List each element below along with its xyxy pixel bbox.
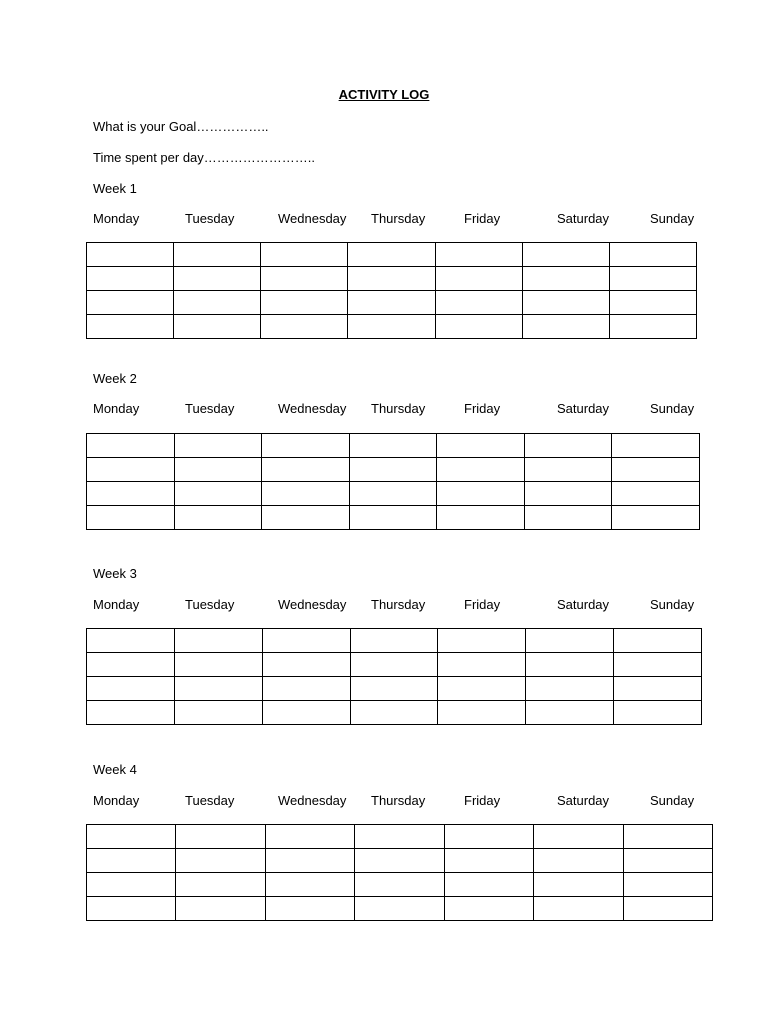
day-sunday: Sunday bbox=[650, 211, 695, 226]
day-saturday: Saturday bbox=[557, 211, 610, 226]
log-cell-thursday[interactable] bbox=[349, 482, 437, 506]
log-cell-friday[interactable] bbox=[435, 315, 522, 339]
log-cell-saturday[interactable] bbox=[524, 506, 612, 530]
log-cell-sunday[interactable] bbox=[609, 267, 696, 291]
log-cell-tuesday[interactable] bbox=[174, 482, 262, 506]
day-monday: Monday bbox=[93, 597, 140, 612]
log-cell-sunday[interactable] bbox=[612, 458, 700, 482]
log-cell-saturday[interactable] bbox=[522, 243, 609, 267]
log-cell-saturday[interactable] bbox=[534, 873, 623, 897]
day-header-row bbox=[0, 211, 768, 229]
log-cell-sunday[interactable] bbox=[614, 701, 702, 725]
table-row bbox=[87, 701, 702, 725]
log-cell-friday[interactable] bbox=[435, 243, 522, 267]
log-cell-wednesday[interactable] bbox=[265, 825, 354, 849]
day-header-row bbox=[0, 401, 768, 419]
day-sunday: Sunday bbox=[650, 793, 695, 808]
log-cell-sunday[interactable] bbox=[623, 897, 712, 921]
table-row bbox=[87, 458, 700, 482]
table-row bbox=[87, 873, 713, 897]
log-cell-saturday[interactable] bbox=[524, 458, 612, 482]
log-cell-tuesday[interactable] bbox=[174, 458, 262, 482]
day-saturday: Saturday bbox=[557, 793, 610, 808]
log-cell-monday[interactable] bbox=[87, 825, 176, 849]
day-friday: Friday bbox=[464, 401, 501, 416]
log-cell-thursday[interactable] bbox=[350, 629, 438, 653]
log-cell-friday[interactable] bbox=[438, 701, 526, 725]
day-tuesday: Tuesday bbox=[185, 793, 235, 808]
log-cell-friday[interactable] bbox=[435, 267, 522, 291]
log-cell-monday[interactable] bbox=[87, 701, 175, 725]
goal-prompt: What is your Goal…………….. bbox=[93, 119, 269, 134]
log-cell-wednesday[interactable] bbox=[262, 677, 350, 701]
log-cell-tuesday[interactable] bbox=[174, 506, 262, 530]
log-cell-thursday[interactable] bbox=[348, 267, 435, 291]
log-cell-thursday[interactable] bbox=[348, 315, 435, 339]
log-cell-tuesday[interactable] bbox=[174, 434, 262, 458]
day-header-row bbox=[0, 597, 768, 615]
log-cell-tuesday[interactable] bbox=[174, 701, 262, 725]
log-cell-tuesday[interactable] bbox=[174, 243, 261, 267]
log-cell-sunday[interactable] bbox=[623, 825, 712, 849]
day-friday: Friday bbox=[464, 211, 501, 226]
log-cell-wednesday[interactable] bbox=[262, 653, 350, 677]
log-cell-tuesday[interactable] bbox=[176, 825, 265, 849]
log-cell-monday[interactable] bbox=[87, 653, 175, 677]
day-thursday: Thursday bbox=[371, 401, 426, 416]
week-label: Week 3 bbox=[93, 566, 137, 581]
table-row bbox=[87, 267, 697, 291]
log-cell-monday[interactable] bbox=[87, 629, 175, 653]
day-wednesday: Wednesday bbox=[278, 793, 347, 808]
log-cell-sunday[interactable] bbox=[614, 677, 702, 701]
week-2-log-table bbox=[86, 433, 700, 530]
log-cell-thursday[interactable] bbox=[350, 701, 438, 725]
log-cell-sunday[interactable] bbox=[612, 434, 700, 458]
log-cell-saturday[interactable] bbox=[534, 825, 623, 849]
log-cell-sunday[interactable] bbox=[612, 506, 700, 530]
log-cell-saturday[interactable] bbox=[534, 897, 623, 921]
log-cell-thursday[interactable] bbox=[355, 897, 444, 921]
log-cell-thursday[interactable] bbox=[355, 849, 444, 873]
log-cell-tuesday[interactable] bbox=[174, 291, 261, 315]
log-cell-sunday[interactable] bbox=[623, 849, 712, 873]
log-cell-monday[interactable] bbox=[87, 291, 174, 315]
day-friday: Friday bbox=[464, 793, 501, 808]
table-row bbox=[87, 291, 697, 315]
log-cell-wednesday[interactable] bbox=[265, 873, 354, 897]
log-cell-saturday[interactable] bbox=[526, 629, 614, 653]
log-cell-wednesday[interactable] bbox=[262, 701, 350, 725]
log-cell-friday[interactable] bbox=[437, 458, 525, 482]
week-1-log-table bbox=[86, 242, 697, 339]
log-cell-wednesday[interactable] bbox=[262, 629, 350, 653]
log-cell-wednesday[interactable] bbox=[262, 434, 350, 458]
log-cell-sunday[interactable] bbox=[614, 653, 702, 677]
table-row bbox=[87, 653, 702, 677]
log-cell-sunday[interactable] bbox=[623, 873, 712, 897]
day-sunday: Sunday bbox=[650, 401, 695, 416]
log-cell-friday[interactable] bbox=[437, 434, 525, 458]
log-cell-saturday[interactable] bbox=[522, 291, 609, 315]
day-saturday: Saturday bbox=[557, 597, 610, 612]
time-spent-prompt: Time spent per day…………………….. bbox=[93, 150, 316, 165]
log-cell-friday[interactable] bbox=[444, 849, 533, 873]
day-wednesday: Wednesday bbox=[278, 211, 347, 226]
log-cell-monday[interactable] bbox=[87, 267, 174, 291]
log-cell-saturday[interactable] bbox=[524, 482, 612, 506]
day-thursday: Thursday bbox=[371, 211, 426, 226]
log-cell-wednesday[interactable] bbox=[262, 458, 350, 482]
day-saturday: Saturday bbox=[557, 401, 610, 416]
log-cell-saturday[interactable] bbox=[522, 267, 609, 291]
log-cell-tuesday[interactable] bbox=[174, 629, 262, 653]
page-title: ACTIVITY LOG bbox=[338, 87, 430, 102]
log-cell-wednesday[interactable] bbox=[261, 243, 348, 267]
table-row bbox=[87, 243, 697, 267]
log-cell-monday[interactable] bbox=[87, 677, 175, 701]
day-header-row bbox=[0, 793, 768, 811]
day-wednesday: Wednesday bbox=[278, 401, 347, 416]
log-cell-thursday[interactable] bbox=[350, 677, 438, 701]
table-row bbox=[87, 677, 702, 701]
log-cell-thursday[interactable] bbox=[355, 825, 444, 849]
log-cell-wednesday[interactable] bbox=[265, 897, 354, 921]
log-cell-sunday[interactable] bbox=[609, 315, 696, 339]
log-cell-thursday[interactable] bbox=[348, 243, 435, 267]
log-cell-saturday[interactable] bbox=[524, 434, 612, 458]
log-cell-friday[interactable] bbox=[444, 873, 533, 897]
day-friday: Friday bbox=[464, 597, 501, 612]
log-cell-wednesday[interactable] bbox=[261, 315, 348, 339]
log-cell-monday[interactable] bbox=[87, 243, 174, 267]
week-label: Week 4 bbox=[93, 762, 137, 777]
log-cell-saturday[interactable] bbox=[526, 677, 614, 701]
log-cell-tuesday[interactable] bbox=[176, 873, 265, 897]
day-thursday: Thursday bbox=[371, 793, 426, 808]
log-cell-thursday[interactable] bbox=[348, 291, 435, 315]
log-cell-tuesday[interactable] bbox=[174, 267, 261, 291]
log-cell-tuesday[interactable] bbox=[174, 315, 261, 339]
table-row bbox=[87, 849, 713, 873]
table-row bbox=[87, 897, 713, 921]
log-cell-monday[interactable] bbox=[87, 873, 176, 897]
log-cell-monday[interactable] bbox=[87, 897, 176, 921]
log-cell-friday[interactable] bbox=[438, 653, 526, 677]
log-cell-thursday[interactable] bbox=[349, 506, 437, 530]
log-cell-wednesday[interactable] bbox=[262, 506, 350, 530]
log-cell-wednesday[interactable] bbox=[265, 849, 354, 873]
log-cell-saturday[interactable] bbox=[526, 653, 614, 677]
log-cell-wednesday[interactable] bbox=[261, 267, 348, 291]
log-cell-monday[interactable] bbox=[87, 458, 175, 482]
log-cell-friday[interactable] bbox=[435, 291, 522, 315]
log-cell-friday[interactable] bbox=[444, 825, 533, 849]
table-row bbox=[87, 825, 713, 849]
log-cell-friday[interactable] bbox=[444, 897, 533, 921]
log-cell-thursday[interactable] bbox=[349, 434, 437, 458]
log-cell-monday[interactable] bbox=[87, 506, 175, 530]
table-row bbox=[87, 506, 700, 530]
table-row bbox=[87, 629, 702, 653]
log-cell-sunday[interactable] bbox=[609, 243, 696, 267]
day-tuesday: Tuesday bbox=[185, 597, 235, 612]
week-3-log-table bbox=[86, 628, 702, 725]
log-cell-friday[interactable] bbox=[438, 629, 526, 653]
day-thursday: Thursday bbox=[371, 597, 426, 612]
table-row bbox=[87, 434, 700, 458]
table-row bbox=[87, 315, 697, 339]
log-cell-tuesday[interactable] bbox=[176, 897, 265, 921]
day-tuesday: Tuesday bbox=[185, 401, 235, 416]
log-cell-monday[interactable] bbox=[87, 434, 175, 458]
day-monday: Monday bbox=[93, 401, 140, 416]
log-cell-saturday[interactable] bbox=[526, 701, 614, 725]
log-cell-saturday[interactable] bbox=[534, 849, 623, 873]
log-cell-wednesday[interactable] bbox=[261, 291, 348, 315]
log-cell-saturday[interactable] bbox=[522, 315, 609, 339]
week-4-log-table bbox=[86, 824, 713, 921]
log-cell-monday[interactable] bbox=[87, 849, 176, 873]
log-cell-friday[interactable] bbox=[438, 677, 526, 701]
log-cell-tuesday[interactable] bbox=[176, 849, 265, 873]
week-label: Week 1 bbox=[93, 181, 137, 196]
log-cell-friday[interactable] bbox=[437, 482, 525, 506]
table-row bbox=[87, 482, 700, 506]
week-label: Week 2 bbox=[93, 371, 137, 386]
log-cell-friday[interactable] bbox=[437, 506, 525, 530]
log-cell-thursday[interactable] bbox=[350, 653, 438, 677]
log-cell-sunday[interactable] bbox=[614, 629, 702, 653]
log-cell-tuesday[interactable] bbox=[174, 677, 262, 701]
day-monday: Monday bbox=[93, 793, 140, 808]
day-wednesday: Wednesday bbox=[278, 597, 347, 612]
log-cell-sunday[interactable] bbox=[609, 291, 696, 315]
log-cell-tuesday[interactable] bbox=[174, 653, 262, 677]
log-cell-thursday[interactable] bbox=[349, 458, 437, 482]
log-cell-wednesday[interactable] bbox=[262, 482, 350, 506]
log-cell-monday[interactable] bbox=[87, 482, 175, 506]
day-tuesday: Tuesday bbox=[185, 211, 235, 226]
log-cell-sunday[interactable] bbox=[612, 482, 700, 506]
day-sunday: Sunday bbox=[650, 597, 695, 612]
log-cell-monday[interactable] bbox=[87, 315, 174, 339]
day-monday: Monday bbox=[93, 211, 140, 226]
log-cell-thursday[interactable] bbox=[355, 873, 444, 897]
